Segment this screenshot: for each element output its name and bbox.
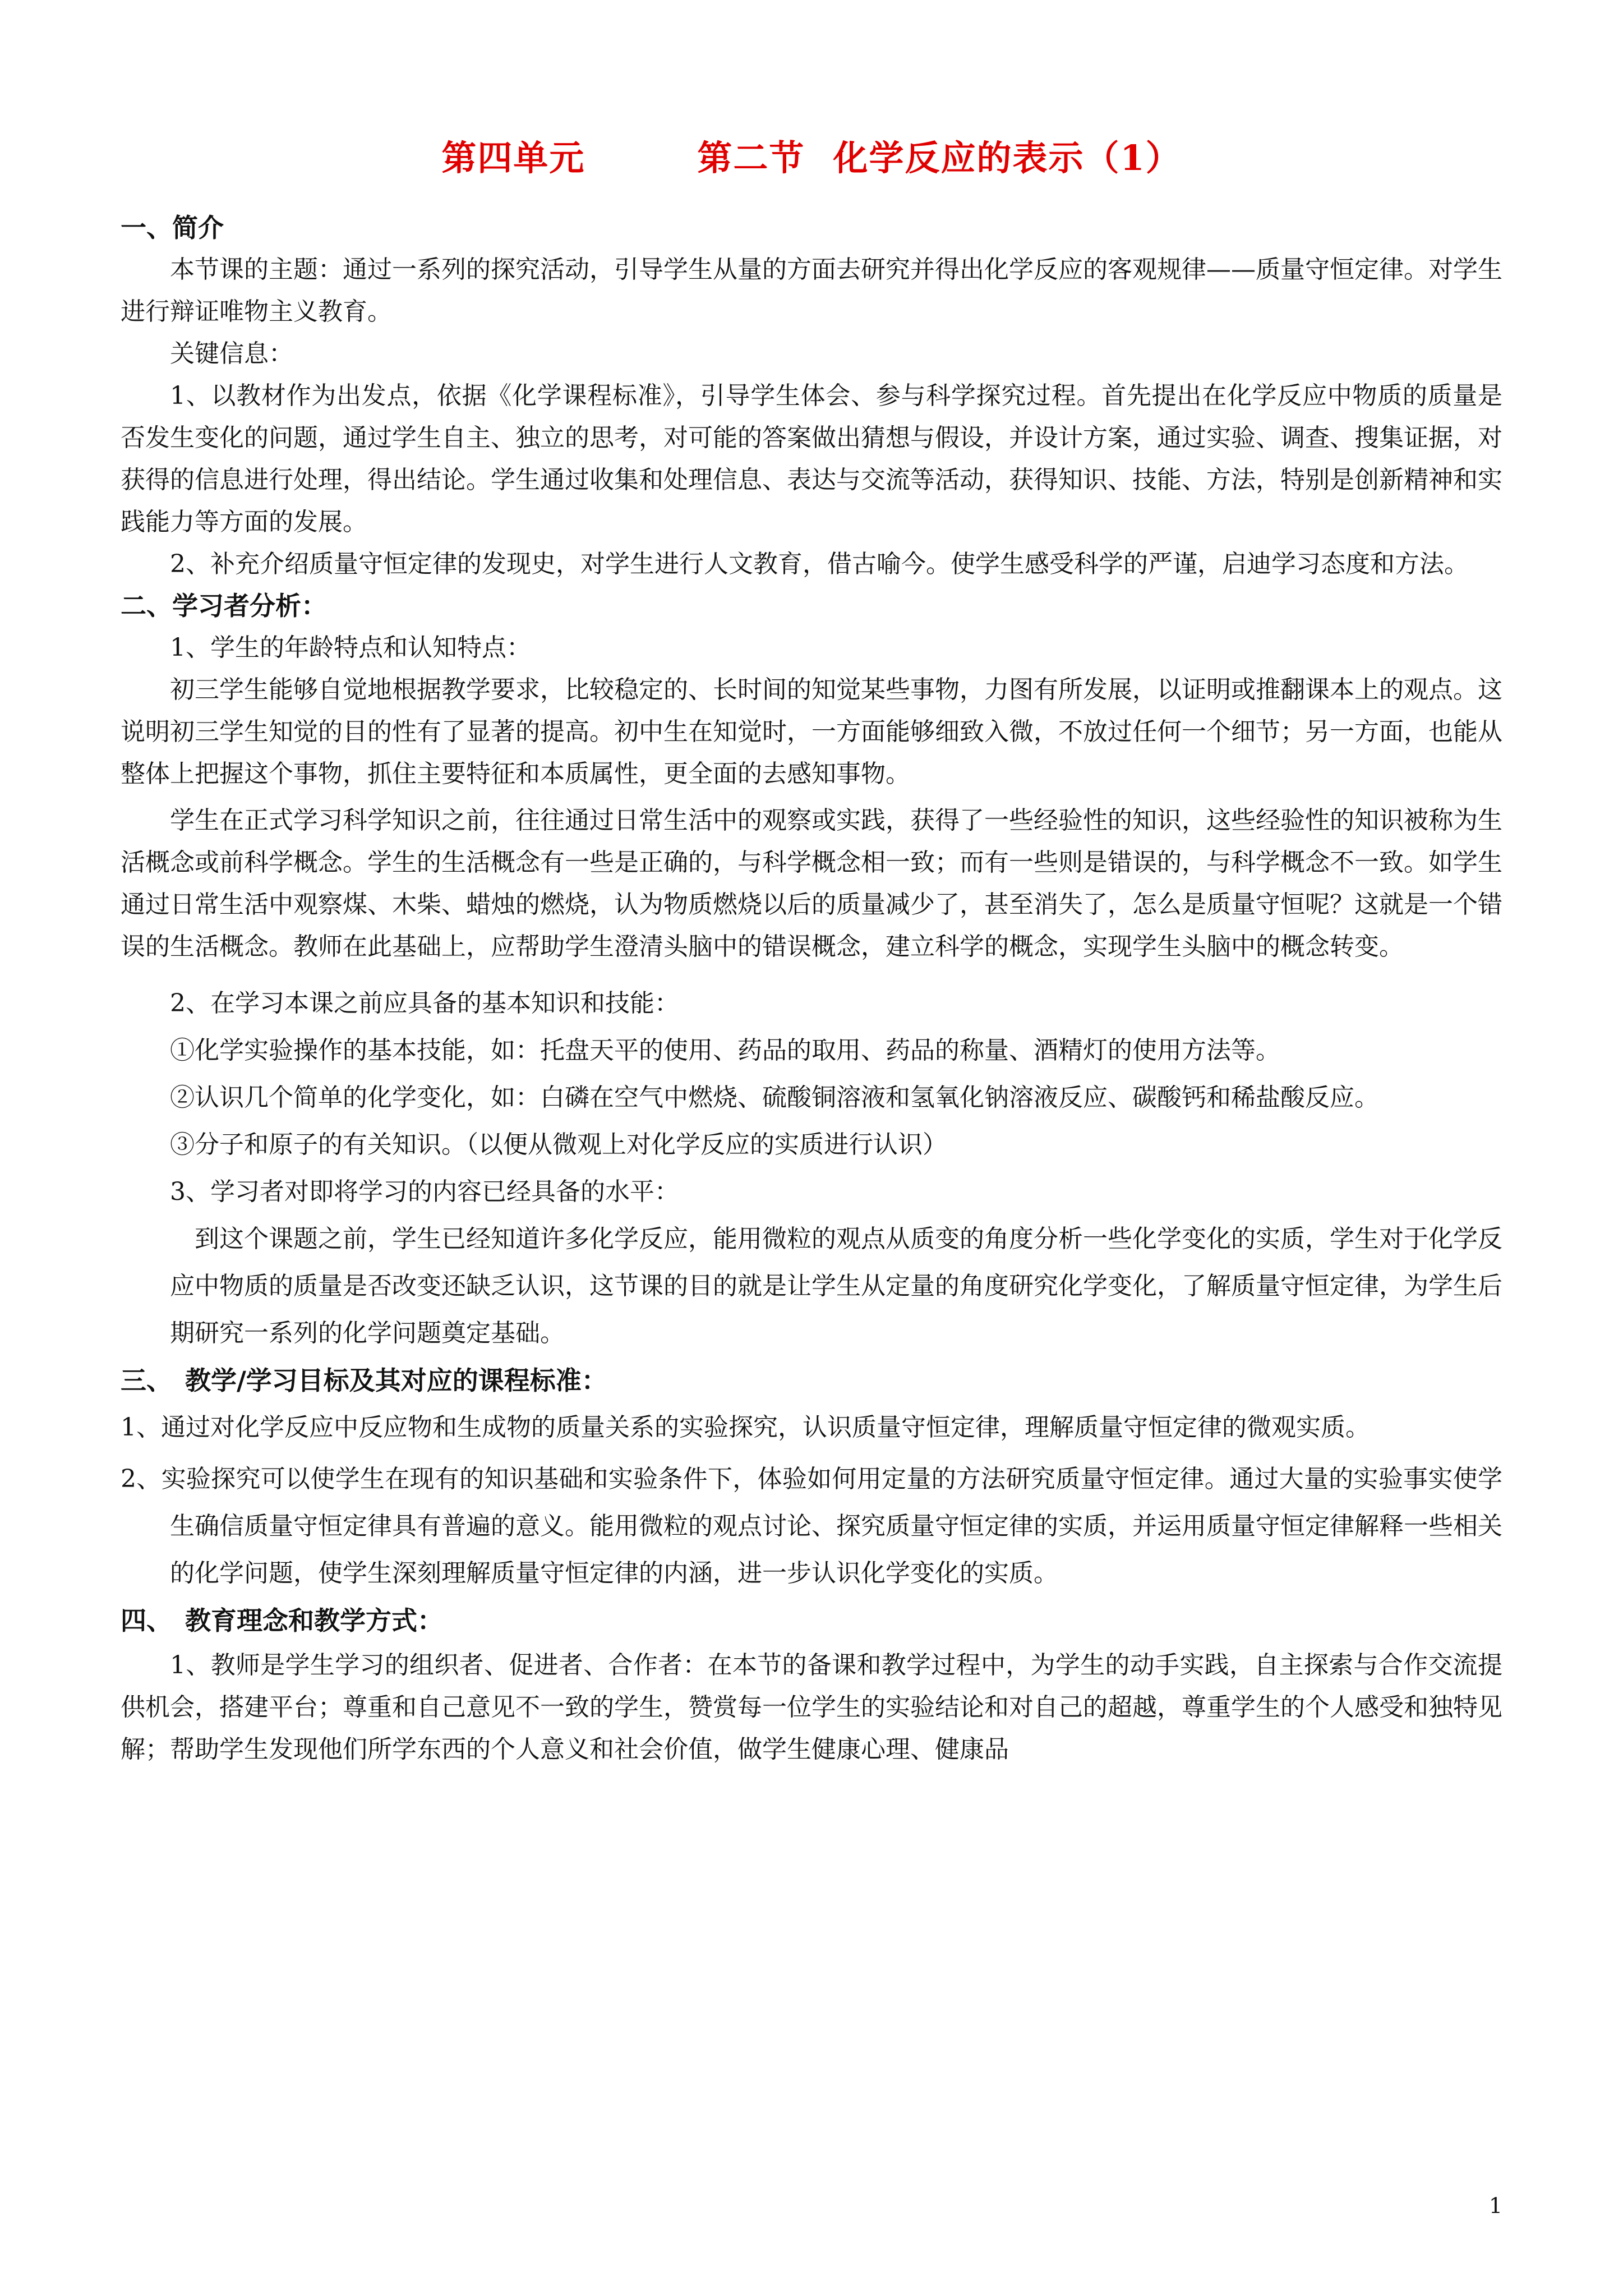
title-unit: 第四单元 bbox=[441, 137, 585, 178]
learner-paragraph-3-text: 到这个课题之前，学生已经知道许多化学反应，能用微粒的观点从质变的角度分析一些化学变化的实质，学生对于化学反应中物质的质量是否改变还缺乏认识，这节课的目的就是让学生从定量的角度研究化学变化，了解质量守恒定律，为学生后期研究一系列的化学问题奠定基础。 bbox=[170, 1225, 1502, 1347]
title-section: 第二节 bbox=[697, 137, 805, 178]
learner-sub-heading-1: 1、学生的年龄特点和认知特点： bbox=[170, 633, 531, 662]
section-heading-intro: 一、简介 bbox=[121, 213, 224, 243]
intro-paragraph: 本节课的主题：通过一系列的探究活动，引导学生从量的方面去研究并得出化学反应的客观规律——质量守恒定律。对学生进行辩证唯物主义教育。 bbox=[121, 255, 1502, 326]
objective-item-2: 2、实验探究可以使学生在现有的知识基础和实验条件下，体验如何用定量的方法研究质量守恒定律。通过大量的实验事实使学生确信质量守恒定律具有普遍的意义。能用微粒的观点讨论、探究质量守恒定律的实质，并运用质量守恒定律解释一些相关的化学问题，使学生深刻理解质量守恒定律的内涵，进一步认识化学变化的实质。 bbox=[121, 1465, 1502, 1588]
learner-sub-heading-2: 2、在学习本课之前应具备的基本知识和技能： bbox=[170, 989, 679, 1018]
section-heading-philosophy: 四、 教育理念和教学方式： bbox=[121, 1605, 443, 1636]
prerequisite-item-3: ③分子和原子的有关知识。（以便从微观上对化学反应的实质进行认识） bbox=[170, 1130, 947, 1159]
learner-paragraph-3 bbox=[121, 1216, 1502, 1357]
page-number: 1 bbox=[1488, 2193, 1502, 2218]
section-heading-objectives: 三、 教学/学习目标及其对应的课程标准： bbox=[121, 1365, 607, 1396]
philosophy-paragraph-1: 1、教师是学生学习的组织者、促进者、合作者：在本节的备课和教学过程中，为学生的动手实践，自主探索与合作交流提供机会，搭建平台；尊重和自己意见不一致的学生，赞赏每一位学生的实验结论和对自己的超越，尊重学生的个人感受和独特见解；帮助学生发现他们所学东西的个人意义和社会价值，做学生健康心理、健康品 bbox=[121, 1651, 1502, 1764]
title-topic: 化学反应的表示（1） bbox=[833, 137, 1182, 178]
page-title bbox=[121, 130, 1502, 180]
key-info-label: 关键信息： bbox=[170, 339, 293, 368]
key-info-item-1: 1、以教材作为出发点，依据《化学课程标准》，引导学生体会、参与科学探究过程。首先提出在化学反应中物质的质量是否发生变化的问题，通过学生自主、独立的思考，对可能的答案做出猜想与假设，并设计方案，通过实验、调查、搜集证据，对获得的信息进行处理，得出结论。学生通过收集和处理信息、表达与交流等活动，获得知识、技能、方法，特别是创新精神和实践能力等方面的发展。 bbox=[121, 381, 1502, 536]
key-info-item-2: 2、补充介绍质量守恒定律的发现史，对学生进行人文教育，借古喻今。使学生感受科学的严谨，启迪学习态度和方法。 bbox=[170, 550, 1469, 578]
section-heading-learner-analysis: 二、学习者分析： bbox=[121, 591, 327, 621]
prerequisite-item-1: ①化学实验操作的基本技能，如：托盘天平的使用、药品的取用、药品的称量、酒精灯的使用方法等。 bbox=[170, 1036, 1280, 1065]
prerequisite-item-2: ②认识几个简单的化学变化，如：白磷在空气中燃烧、硫酸铜溶液和氢氧化钠溶液反应、碳酸钙和稀盐酸反应。 bbox=[170, 1083, 1379, 1112]
learner-sub-heading-3: 3、学习者对即将学习的内容已经具备的水平： bbox=[170, 1177, 679, 1206]
learner-paragraph-2: 学生在正式学习科学知识之前，往往通过日常生活中的观察或实践，获得了一些经验性的知识，这些经验性的知识被称为生活概念或前科学概念。学生的生活概念有一些是正确的，与科学概念相一致；而有一些则是错误的，与科学概念不一致。如学生通过日常生活中观察煤、木柴、蜡烛的燃烧，认为物质燃烧以后的质量减少了，甚至消失了，怎么是质量守恒呢？这就是一个错误的生活概念。教师在此基础上，应帮助学生澄清头脑中的错误概念，建立科学的概念，实现学生头脑中的概念转变。 bbox=[121, 806, 1502, 961]
objective-item-1: 1、通过对化学反应中反应物和生成物的质量关系的实验探究，认识质量守恒定律，理解质量守恒定律的微观实质。 bbox=[121, 1413, 1370, 1442]
learner-paragraph-1: 初三学生能够自觉地根据教学要求，比较稳定的、长时间的知觉某些事物，力图有所发展，以证明或推翻课本上的观点。这说明初三学生知觉的目的性有了显著的提高。初中生在知觉时，一方面能够细致入微，不放过任何一个细节；另一方面，也能从整体上把握这个事物，抓住主要特征和本质属性，更全面的去感知事物。 bbox=[121, 675, 1502, 788]
